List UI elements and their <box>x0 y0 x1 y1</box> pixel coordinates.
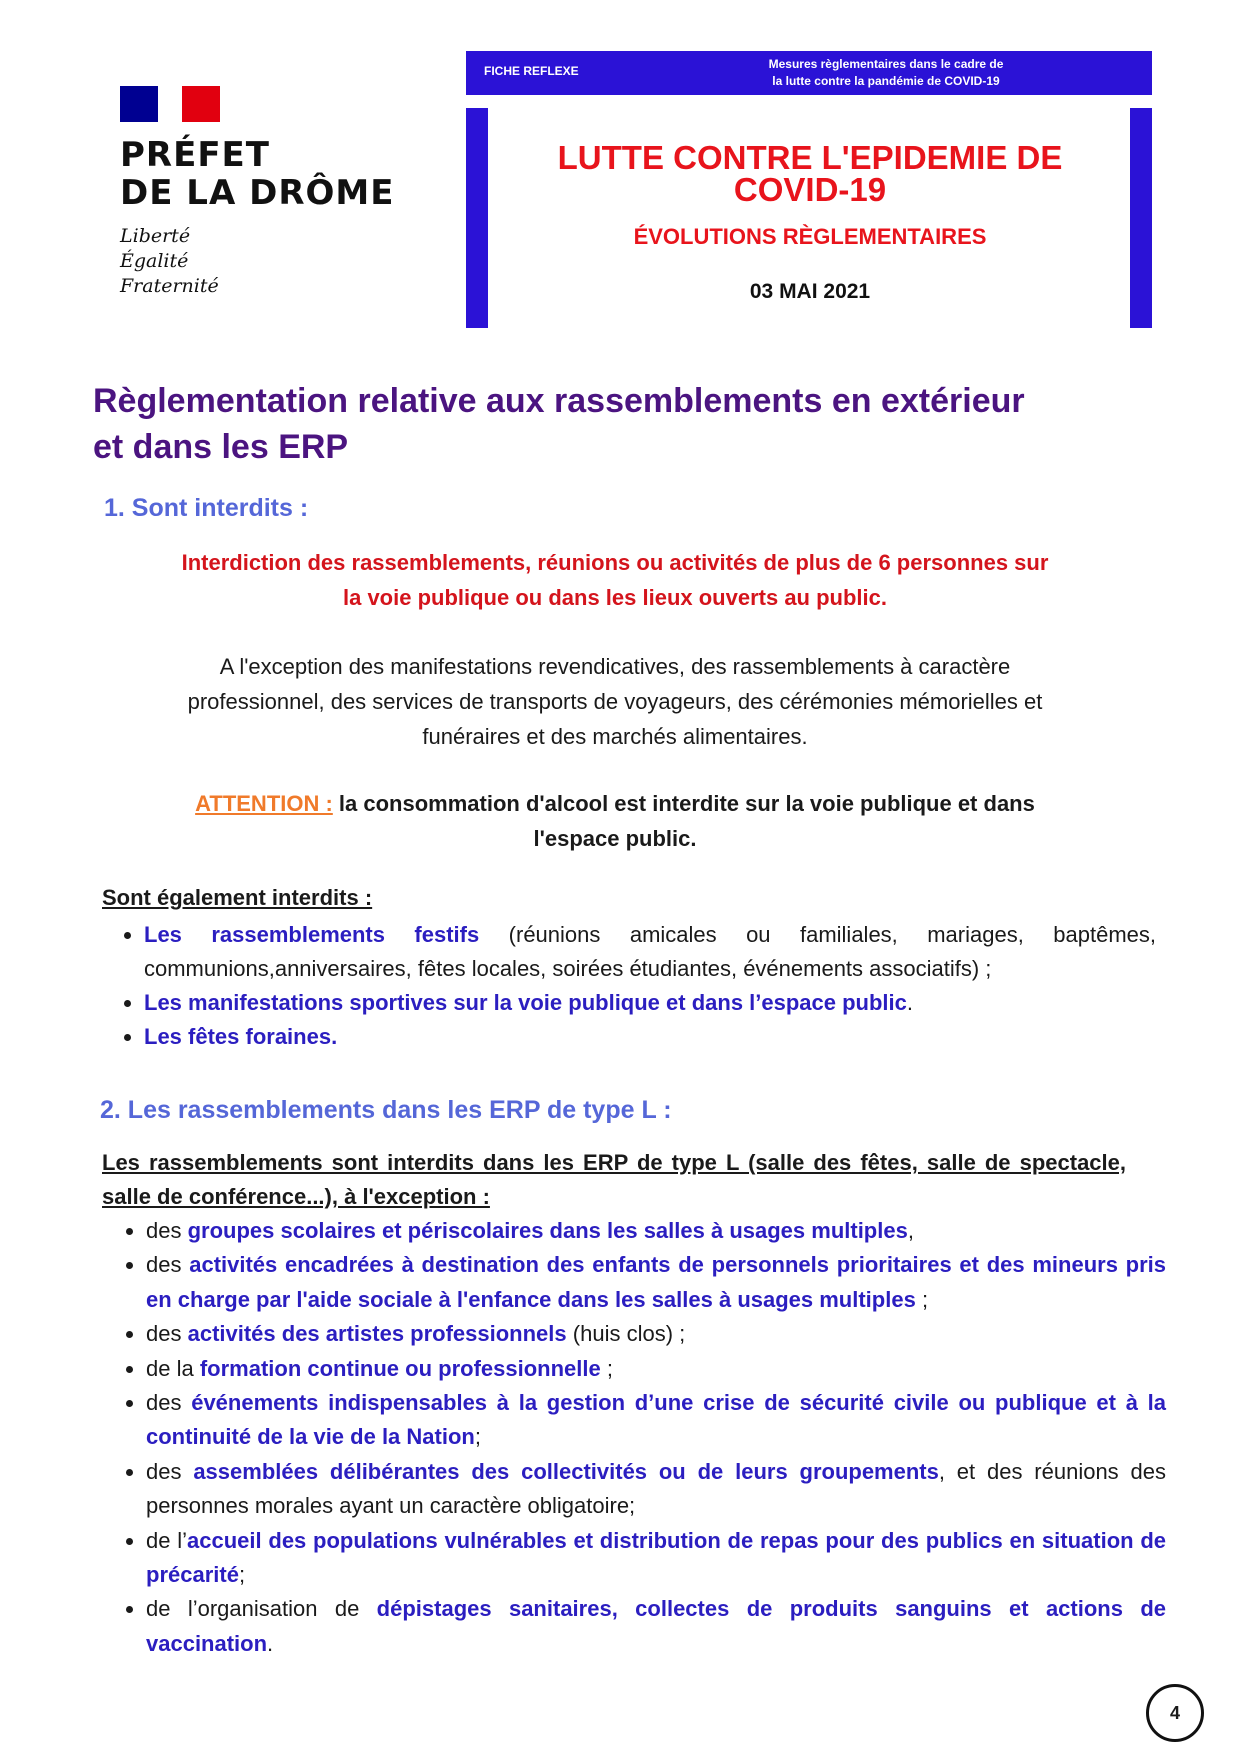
header-date: 03 MAI 2021 <box>749 280 871 303</box>
page-title: Règlementation relative aux rassemblements en extérieur et dans les ERP <box>93 382 1025 466</box>
forbidden-list <box>102 918 1156 1054</box>
attention-note: ATTENTION : la consommation d'alcool est interdite sur la voie publique et dans l'espace public. <box>195 791 1035 851</box>
also-forbidden-heading: Sont également interdits : <box>102 885 373 910</box>
list-item: • de l’accueil des populations vulnérables et distribution de repas pour des publics en situation de précarité; <box>146 1524 1166 1593</box>
prefecture-logo <box>120 86 394 299</box>
exceptions-paragraph: A l'exception des manifestations revendicatives, des rassemblements à caractère professionnel, des services de transports de voyageurs, des cérémonies mémorielles et funéraires et des marchés alimentaires. <box>187 654 1043 749</box>
erp-intro: Les rassemblements sont interdits dans les ERP de type L (salle des fêtes, salle de spectacle, salle de conférence...), à l'exception : <box>102 1150 1126 1209</box>
erp-exceptions-list <box>104 1214 1166 1661</box>
header-title-block <box>510 139 1110 304</box>
list-item: • des activités des artistes professionnels (huis clos) ; <box>146 1317 1166 1351</box>
header-subtitle: ÉVOLUTIONS RÈGLEMENTAIRES <box>633 224 987 249</box>
prefet-title: PRÉFET DE LA DRÔME <box>120 135 395 213</box>
left-accent-bar <box>466 108 488 328</box>
context-text: Mesures règlementaires dans le cadre de la lutte contre la pandémie de COVID-19 <box>768 57 1004 88</box>
page-number: 4 <box>1146 1684 1204 1742</box>
list-item: • de l’organisation de dépistages sanitaires, collectes de produits sanguins et actions de vaccination. <box>146 1592 1166 1661</box>
list-item: • Les rassemblements festifs (réunions amicales ou familiales, mariages, baptêmes, communions,anniversaires, fêtes locales, soirées étudiantes, événements associatifs) ; <box>144 918 1156 986</box>
attention-label: ATTENTION : <box>195 791 333 816</box>
list-item: • des activités encadrées à destination des enfants de personnels prioritaires et des mineurs pris en charge par l'aide sociale à l'enfance dans les salles à usages multiples ; <box>146 1248 1166 1317</box>
section-2-heading: 2. Les rassemblements dans les ERP de type L : <box>100 1096 672 1124</box>
republic-motto: Liberté Égalité Fraternité <box>120 225 219 297</box>
right-accent-bar <box>1130 108 1152 328</box>
header-title: LUTTE CONTRE L'EPIDEMIE DE COVID-19 <box>557 139 1063 208</box>
list-item: • des groupes scolaires et périscolaires dans les salles à usages multiples, <box>146 1214 1166 1248</box>
fiche-tag: FICHE REFLEXE <box>484 64 579 78</box>
header-banner <box>466 51 1152 95</box>
list-item: • des assemblées délibérantes des collectivités ou de leurs groupements, et des réunions des personnes morales ayant un caractère obligatoire; <box>146 1455 1166 1524</box>
list-item: • Les manifestations sportives sur la voie publique et dans l’espace public. <box>144 986 1156 1020</box>
section-1-heading: 1. Sont interdits : <box>104 494 309 522</box>
ban-statement: Interdiction des rassemblements, réunions ou activités de plus de 6 personnes sur la voie publique ou dans les lieux ouverts au public. <box>181 550 1049 610</box>
list-item: • des événements indispensables à la gestion d’une crise de sécurité civile ou publique et à la continuité de la vie de la Nation; <box>146 1386 1166 1455</box>
list-item: • Les fêtes foraines. <box>144 1020 1156 1054</box>
list-item: • de la formation continue ou professionnelle ; <box>146 1352 1166 1386</box>
marianne-flag-icon <box>120 86 220 122</box>
